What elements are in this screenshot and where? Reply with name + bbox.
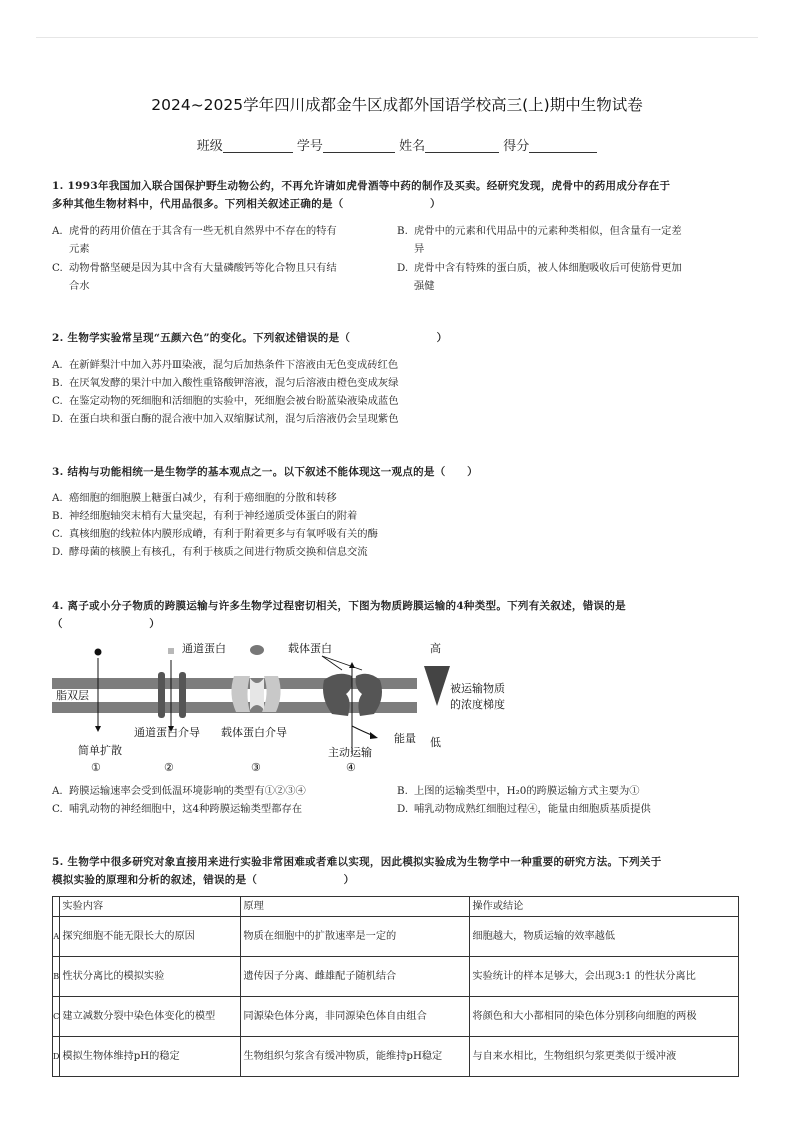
q2-options [52,356,742,428]
active-transport-label: 主动运输 [328,746,372,759]
option-text: 动物骨骼坚硬是因为其中含有大量磷酸钙等化合物且只有结 [69,262,337,274]
q2-option-c[interactable] [52,392,742,410]
class-blank[interactable] [223,138,293,153]
option-text: 虎骨中的元素和代用品中的元素种类相似，但含量有一定差 [414,225,682,237]
option-label: C. [52,803,63,815]
q3-option-b[interactable] [52,507,742,525]
q3-options [52,489,742,561]
channel-molecule-icon [168,648,174,654]
number-1-label: ① [91,761,101,774]
row-label: A [53,917,60,957]
option-label: D. [397,262,409,274]
lipid-bilayer-label: 脂双层 [56,689,89,702]
channel-mediated-label: 通道蛋白介导 [134,726,200,739]
number-2-label: ② [164,761,174,774]
class-label: 班级 [196,139,223,154]
option-text: 合水 [69,280,90,292]
q5-table [52,896,739,1077]
option-label: D. [52,546,64,558]
carrier-molecule-icon [250,645,264,655]
q4-stem [52,597,742,633]
q3-option-a[interactable] [52,489,742,507]
exam-title: 2024~2025学年四川成都金牛区成都外国语学校高三(上)期中生物试卷 [151,96,643,114]
q4-stem-line1: 4. 离子或小分子物质的跨膜运输与许多生物学过程密切相关，下图为物质跨膜运输的4种类型。下列有关叙述，错误的是 [52,600,626,612]
option-text: 上图的运输类型中，H₂0的跨膜运输方式主要为① [414,785,640,797]
table-row[interactable] [53,1037,739,1077]
q4-stem-line2: （ ） [52,618,160,630]
student-info-line [0,135,794,154]
table-cell: 细胞越大，物质运输的效率越低 [470,917,739,957]
option-label: B. [397,785,408,797]
channel-protein-right [179,672,186,718]
table-row[interactable] [53,997,739,1037]
option-label: B. [52,377,63,389]
q1-stem-line2: 多种其他生物材料中，代用品很多。下列相关叙述正确的是（ ） [52,198,441,210]
gradient-triangle [424,666,450,706]
q3-stem: 3. 结构与功能相统一是生物学的基本观点之一。以下叙述不能体现这一观点的是（ ） [52,466,478,478]
option-text: 在鉴定动物的死细胞和活细胞的实验中，死细胞会被台盼蓝染液染成蓝色 [69,395,399,407]
option-text: 在蛋白块和蛋白酶的混合液中加入双缩脲试剂，混匀后溶液仍会呈现紫色 [69,413,399,425]
q1-stem [52,177,742,213]
option-text: 虎骨中含有特殊的蛋白质，被人体细胞吸收后可使筋骨更加 [414,262,682,274]
q1-stem-line1: 1. 1993年我国加入联合国保护野生动物公约，不再允许请如虎骨酒等中药的制作及买卖。经研究发现，虎骨中的药用成分存在于 [52,180,671,192]
high-label: 高 [430,642,441,655]
option-label: D. [52,413,64,425]
option-text: 异 [414,243,425,255]
simple-diffusion-label: 简单扩散 [78,744,122,757]
table-row[interactable] [53,917,739,957]
option-text: 跨膜运输速率会受到低温环境影响的类型有①②③④ [69,785,306,797]
diffusion-molecule-icon [95,649,102,656]
option-text: 强健 [414,280,435,292]
table-cell: 同源染色体分离，非同源染色体自由组合 [241,997,470,1037]
table-cell: 与自来水相比，生物组织匀浆更类似于缓冲液 [470,1037,739,1077]
option-text: 哺乳动物成熟红细胞过程④，能量由细胞质基质提供 [414,803,651,815]
table-cell: 探究细胞不能无限长大的原因 [60,917,241,957]
channel-protein-label: 通道蛋白 [182,642,226,655]
carrier-mediated-label: 载体蛋白介导 [221,726,287,739]
q5-stem-line1: 5. 生物学中很多研究对象直接用来进行实验非常困难或者难以实现，因此模拟实验成为生物学中一种重要的研究方法。下列关于 [52,856,662,868]
option-label: A. [52,359,63,371]
option-label: C. [52,528,63,540]
option-text: 元素 [69,243,90,255]
energy-label: 能量 [394,732,416,745]
table-cell: 遗传因子分离、雌雄配子随机结合 [241,957,470,997]
carrier-protein-label: 载体蛋白 [288,642,332,655]
option-text: 癌细胞的细胞膜上糖蛋白减少，有利于癌细胞的分散和转移 [69,492,337,504]
q2-stem: 2. 生物学实验常呈现“五颜六色”的变化。下列叙述错误的是（ ） [52,332,448,344]
score-blank[interactable] [529,138,597,153]
number-4-label: ④ [346,761,356,774]
score-label: 得分 [503,139,530,154]
q5-stem [52,853,742,889]
q3-option-c[interactable] [52,525,742,543]
q3-option-d[interactable] [52,543,742,561]
low-label: 低 [430,736,441,749]
option-text: 真核细胞的线粒体内膜形成嵴，有利于附着更多与有氧呼吸有关的酶 [69,528,378,540]
row-label: B [53,957,60,997]
callout-line [322,656,362,670]
option-label: A. [52,492,63,504]
option-text: 哺乳动物的神经细胞中，这4种跨膜运输类型都存在 [69,803,303,815]
row-label: D [53,1037,60,1077]
arrowhead-icon [370,732,378,739]
option-label: A. [52,225,63,237]
arrowhead-icon [349,662,355,668]
option-label: A. [52,785,63,797]
id-blank[interactable] [323,138,395,153]
option-label: D. [397,803,409,815]
table-cell: 模拟生物体维持pH的稳定 [60,1037,241,1077]
option-text: 在新鲜梨汁中加入苏丹Ⅲ染液，混匀后加热条件下溶液由无色变成砖红色 [69,359,399,371]
table-cell: 性状分离比的模拟实验 [60,957,241,997]
table-cell: 将颜色和大小都相同的染色体分别移向细胞的两极 [470,997,739,1037]
option-text: 酵母菌的核膜上有核孔，有利于核质之间进行物质交换和信息交流 [69,546,368,558]
option-label: C. [52,262,63,274]
option-label: B. [397,225,408,237]
option-text: 在厌氧发酵的果汁中加入酸性重铬酸钾溶液，混匀后溶液由橙色变成灰绿 [69,377,399,389]
table-header-row [53,897,739,917]
option-text: 虎骨的药用价值在于其含有一些无机自然界中不存在的特有 [69,225,337,237]
callout-line [322,656,342,670]
table-header: 操作或结论 [470,897,739,917]
name-label: 姓名 [399,139,426,154]
channel-protein-left [158,672,165,718]
q2-option-a[interactable] [52,356,742,374]
table-cell: 物质在细胞中的扩散速率是一定的 [241,917,470,957]
table-corner-cell [53,897,60,917]
option-text: 神经细胞轴突末梢有大量突起，有利于神经递质受体蛋白的附着 [69,510,358,522]
table-header: 原理 [241,897,470,917]
arrowhead-icon [95,726,101,732]
row-label: C [53,997,60,1037]
table-cell: 生物组织匀浆含有缓冲物质，能维持pH稳定 [241,1037,470,1077]
membrane-transport-diagram [52,636,522,776]
table-row[interactable] [53,957,739,997]
table-cell: 建立减数分裂中染色体变化的模型 [60,997,241,1037]
carrier-protein-left [231,676,250,712]
id-label: 学号 [296,139,323,154]
gradient-label-line2: 的浓度梯度 [450,698,505,711]
q5-stem-line2: 模拟实验的原理和分析的叙述，错误的是（ ） [52,874,355,886]
name-blank[interactable] [425,138,499,153]
option-label: B. [52,510,63,522]
gradient-label-line1: 被运输物质 [450,682,505,695]
table-header: 实验内容 [60,897,241,917]
q2-option-d[interactable] [52,410,742,428]
header-divider [36,37,758,38]
q2-option-b[interactable] [52,374,742,392]
number-3-label: ③ [251,761,261,774]
option-label: C. [52,395,63,407]
table-cell: 实验统计的样本足够大，会出现3:1 的性状分离比 [470,957,739,997]
